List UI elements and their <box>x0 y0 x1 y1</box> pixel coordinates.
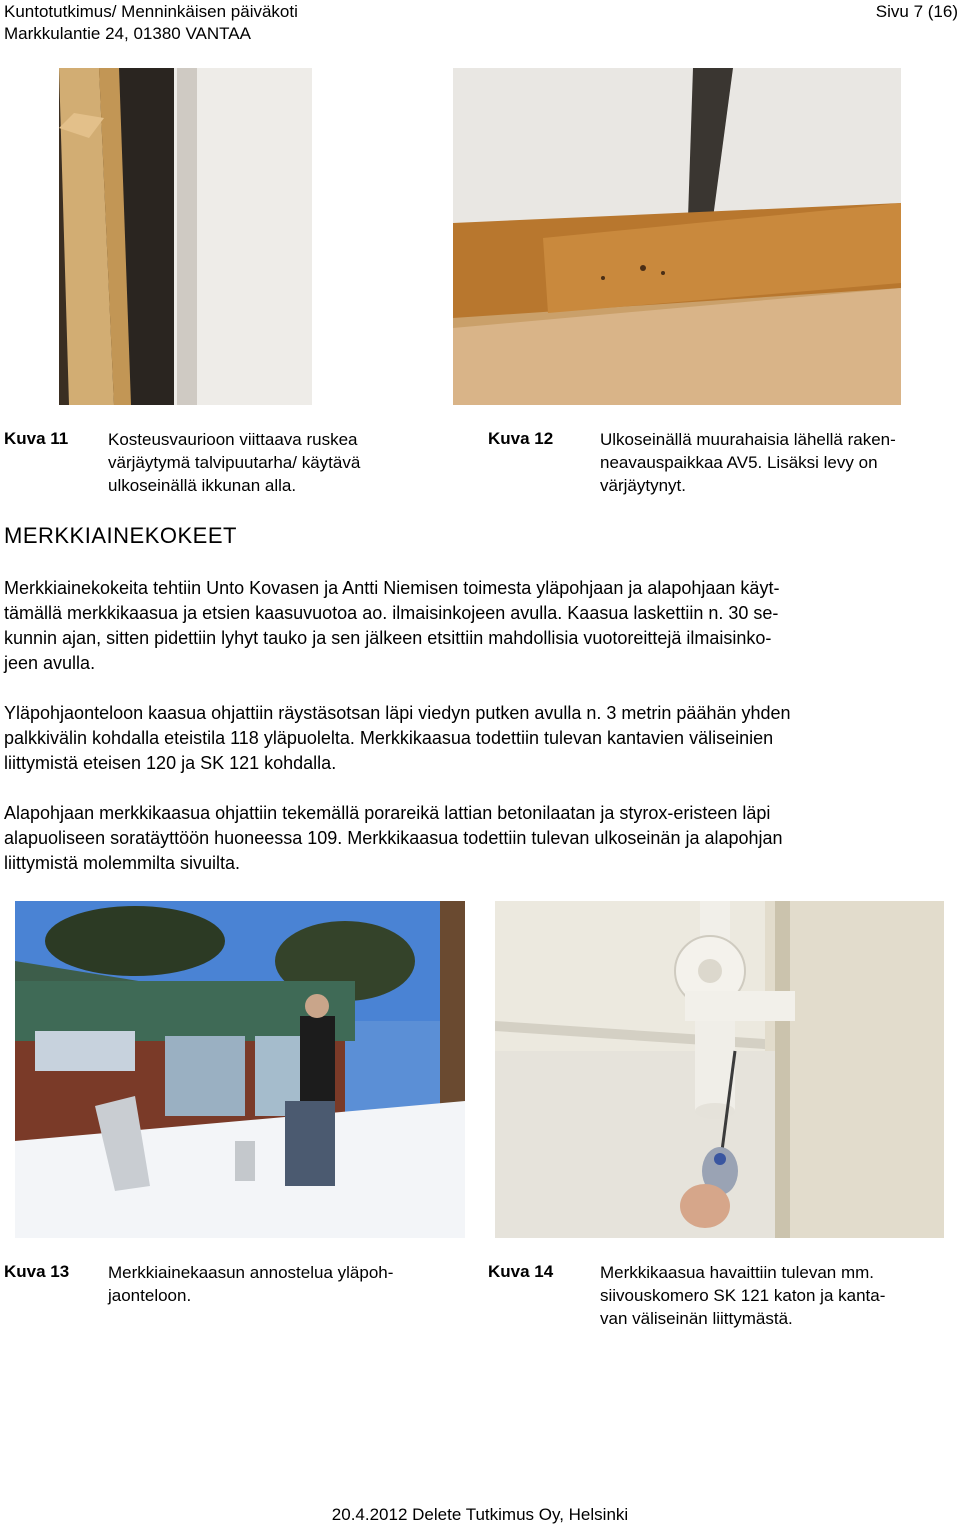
paragraph-line: Alapohjaan merkkikaasua ohjattiin tekemällä porareikä lattian betonilaatan ja styrox-eristeen läpi <box>4 803 771 823</box>
paragraph-line: liittymistä eteisen 120 ja SK 121 kohdalla. <box>4 753 337 773</box>
caption-label-kuva-11: Kuva 11 <box>4 429 69 448</box>
paragraph-3 <box>4 801 958 876</box>
caption-kuva-12 <box>600 428 958 497</box>
caption-line: jaonteloon. <box>108 1286 192 1305</box>
photo-kuva-12 <box>453 68 901 405</box>
caption-line: ulkoseinällä ikkunan alla. <box>108 476 297 495</box>
caption-line: van väliseinän liittymästä. <box>600 1309 793 1328</box>
caption-label-kuva-12: Kuva 12 <box>488 429 554 448</box>
section-heading: MERKKIAINEKOKEET <box>4 523 237 548</box>
paragraph-line: alapuoliseen soratäyttöön huoneessa 109. Merkkikaasua todettiin tulevan ulkoseinän ja alapohjan <box>4 828 783 848</box>
paragraph-2 <box>4 701 958 776</box>
caption-label-kuva-14: Kuva 14 <box>488 1262 554 1281</box>
photo-kuva-14 <box>495 901 944 1238</box>
caption-label-kuva-13: Kuva 13 <box>4 1262 70 1281</box>
paragraph-line: palkkivälin kohdalla eteistila 118 yläpuolelta. Merkkikaasua todettiin tulevan kantavien väliseinien <box>4 728 774 748</box>
caption-line: värjäytynyt. <box>600 476 686 495</box>
caption-line: siivouskomero SK 121 katon ja kanta- <box>600 1286 886 1305</box>
paragraph-line: Merkkiainekokeita tehtiin Unto Kovasen ja Antti Niemisen toimesta yläpohjaan ja alapohjaan käyt- <box>4 578 780 598</box>
page-number: Sivu 7 (16) <box>875 2 958 21</box>
photo-kuva-11 <box>59 68 312 405</box>
caption-line: neavauspaikkaa AV5. Lisäksi levy on <box>600 453 878 472</box>
caption-kuva-14 <box>600 1261 958 1330</box>
paragraph-line: tämällä merkkikaasua ja etsien kaasuvuotoa ao. ilmaisinkojeen avulla. Kaasua laskettiin n. 30 se- <box>4 603 779 623</box>
paragraph-line: jeen avulla. <box>4 653 96 673</box>
caption-line: Kosteusvaurioon viittaava ruskea <box>108 430 358 449</box>
caption-kuva-11 <box>108 428 448 497</box>
page-footer: 20.4.2012 Delete Tutkimus Oy, Helsinki <box>331 1505 629 1524</box>
caption-line: Ulkoseinällä muurahaisia lähellä raken- <box>600 430 896 449</box>
header-title: Kuntotutkimus/ Menninkäisen päiväkoti <box>4 2 298 21</box>
photo-kuva-13 <box>15 901 465 1238</box>
caption-kuva-13 <box>108 1261 448 1307</box>
header-address: Markkulantie 24, 01380 VANTAA <box>4 24 251 43</box>
caption-line: Merkkiainekaasun annostelua yläpoh- <box>108 1263 394 1282</box>
caption-line: värjäytymä talvipuutarha/ käytävä <box>108 453 361 472</box>
paragraph-line: kunnin ajan, sitten pidettiin lyhyt tauko ja sen jälkeen etsittiin mahdollisia vuotoreittejä ilmaisinko- <box>4 628 772 648</box>
paragraph-line: liittymistä molemmilta sivuilta. <box>4 853 241 873</box>
paragraph-line: Yläpohjaonteloon kaasua ohjattiin räystäsotsan läpi viedyn putken avulla n. 3 metrin päähän yhden <box>4 703 791 723</box>
paragraph-1 <box>4 576 958 676</box>
caption-line: Merkkikaasua havaittiin tulevan mm. <box>600 1263 875 1282</box>
